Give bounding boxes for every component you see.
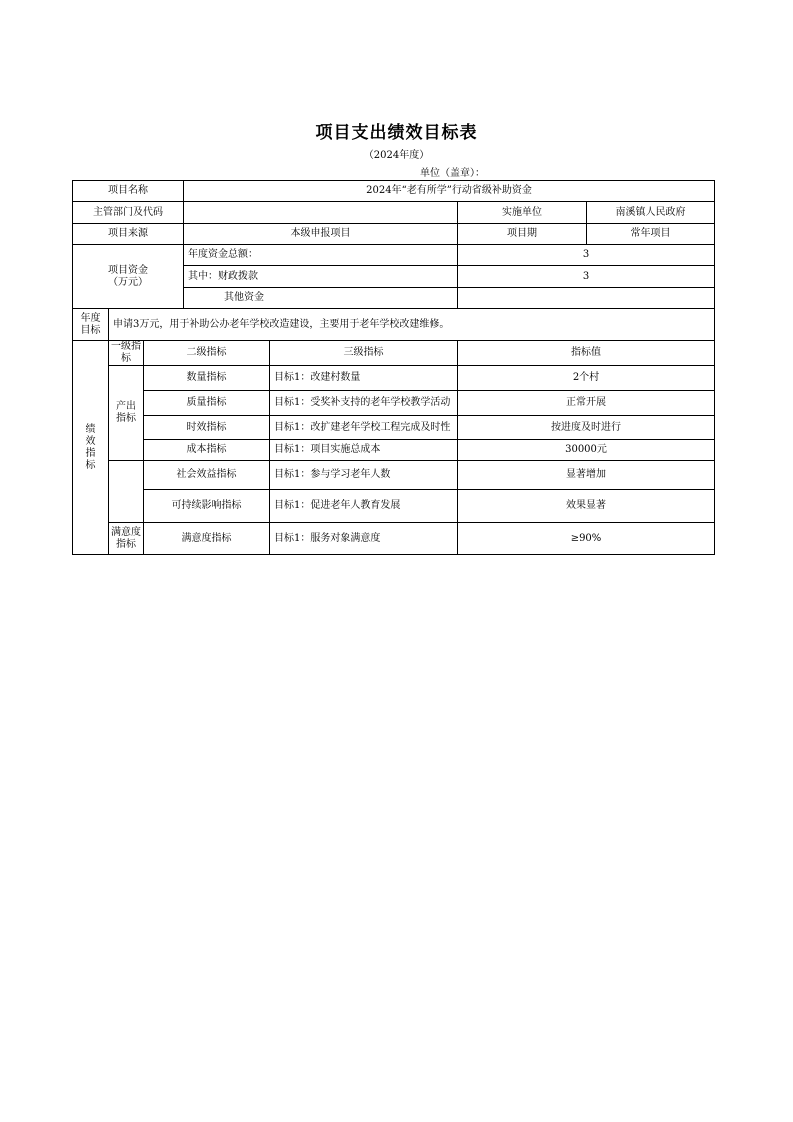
row-value: 2个村: [458, 366, 715, 391]
effect-indicator-label: [109, 461, 144, 523]
source-label: 项目来源: [73, 224, 184, 245]
table-row: [73, 224, 715, 245]
funds-label-line1: 项目资金: [108, 264, 148, 276]
table-row: [73, 391, 715, 416]
project-name-label: 项目名称: [73, 181, 184, 202]
year-label: （2024年度）: [363, 150, 430, 161]
impl-unit-value: 南溪镇人民政府: [587, 202, 715, 224]
row-level3: 目标1：促进老年人教育发展: [270, 490, 458, 523]
goal-text: 申请3万元，用于补助公办老年学校改造建设，主要用于老年学校改建维修。: [109, 309, 715, 341]
table-row: [73, 490, 715, 523]
table-row: [73, 309, 715, 341]
funds-other-value: [458, 288, 715, 309]
row-level3: 目标1：受奖补支持的老年学校教学活动: [270, 391, 458, 416]
row-level2: 数量指标: [144, 366, 270, 391]
row-level2: 可持续影响指标: [144, 490, 270, 523]
satisfaction-indicator-label: 满意度指标: [109, 523, 144, 555]
table-row: [73, 416, 715, 440]
row-value: 正常开展: [458, 391, 715, 416]
funds-total-value: 3: [458, 245, 715, 266]
header-value: 指标值: [458, 341, 715, 366]
row-value: 显著增加: [458, 461, 715, 490]
header-level3: 三级指标: [270, 341, 458, 366]
row-level3: 目标1：改扩建老年学校工程完成及时性: [270, 416, 458, 440]
dept-value: [184, 202, 458, 224]
indicators-section-label: 绩效指标: [73, 341, 109, 555]
period-value: 常年项目: [587, 224, 715, 245]
header-level1: 一级指标: [109, 341, 144, 366]
table-row: [73, 523, 715, 555]
funds-total-label: 年度资金总额：: [184, 245, 458, 266]
table-row: [73, 245, 715, 266]
table-row: [73, 366, 715, 391]
performance-table: [72, 180, 715, 555]
table-row: [73, 202, 715, 224]
row-level3: 目标1：项目实施总成本: [270, 440, 458, 461]
goal-label: [73, 309, 109, 341]
row-level2: 社会效益指标: [144, 461, 270, 490]
project-name-value: 2024年“老有所学”行动省级补助资金: [184, 181, 715, 202]
row-level2: 质量指标: [144, 391, 270, 416]
table-row: [73, 461, 715, 490]
row-value: ≥90%: [458, 523, 715, 555]
period-label: 项目期: [458, 224, 587, 245]
header-level2: 二级指标: [144, 341, 270, 366]
row-level2: 成本指标: [144, 440, 270, 461]
source-value: 本级申报项目: [184, 224, 458, 245]
table-row: [73, 440, 715, 461]
goal-label-line2: 目标: [80, 324, 101, 336]
row-level2: 满意度指标: [144, 523, 270, 555]
row-level2: 时效指标: [144, 416, 270, 440]
funds-label: [73, 245, 184, 309]
funds-label-line2: （万元）: [108, 276, 148, 288]
row-value: 30000元: [458, 440, 715, 461]
page-title: 项目支出绩效目标表: [315, 123, 478, 143]
row-level3: 目标1：参与学习老年人数: [270, 461, 458, 490]
row-level3: 目标1：改建村数量: [270, 366, 458, 391]
unit-seal-label: 单位（盖章）：: [420, 168, 485, 179]
table-row: [73, 181, 715, 202]
row-level3: 目标1：服务对象满意度: [270, 523, 458, 555]
funds-fiscal-label: 其中：财政拨款: [184, 266, 458, 288]
funds-fiscal-value: 3: [458, 266, 715, 288]
funds-other-label: 其他资金: [184, 288, 458, 309]
row-value: 按进度及时进行: [458, 416, 715, 440]
dept-label: 主管部门及代码: [73, 202, 184, 224]
table-row: [73, 341, 715, 366]
impl-unit-label: 实施单位: [458, 202, 587, 224]
goal-label-line1: 年度: [80, 312, 101, 324]
row-value: 效果显著: [458, 490, 715, 523]
output-indicator-label: 产出指标: [109, 366, 144, 461]
